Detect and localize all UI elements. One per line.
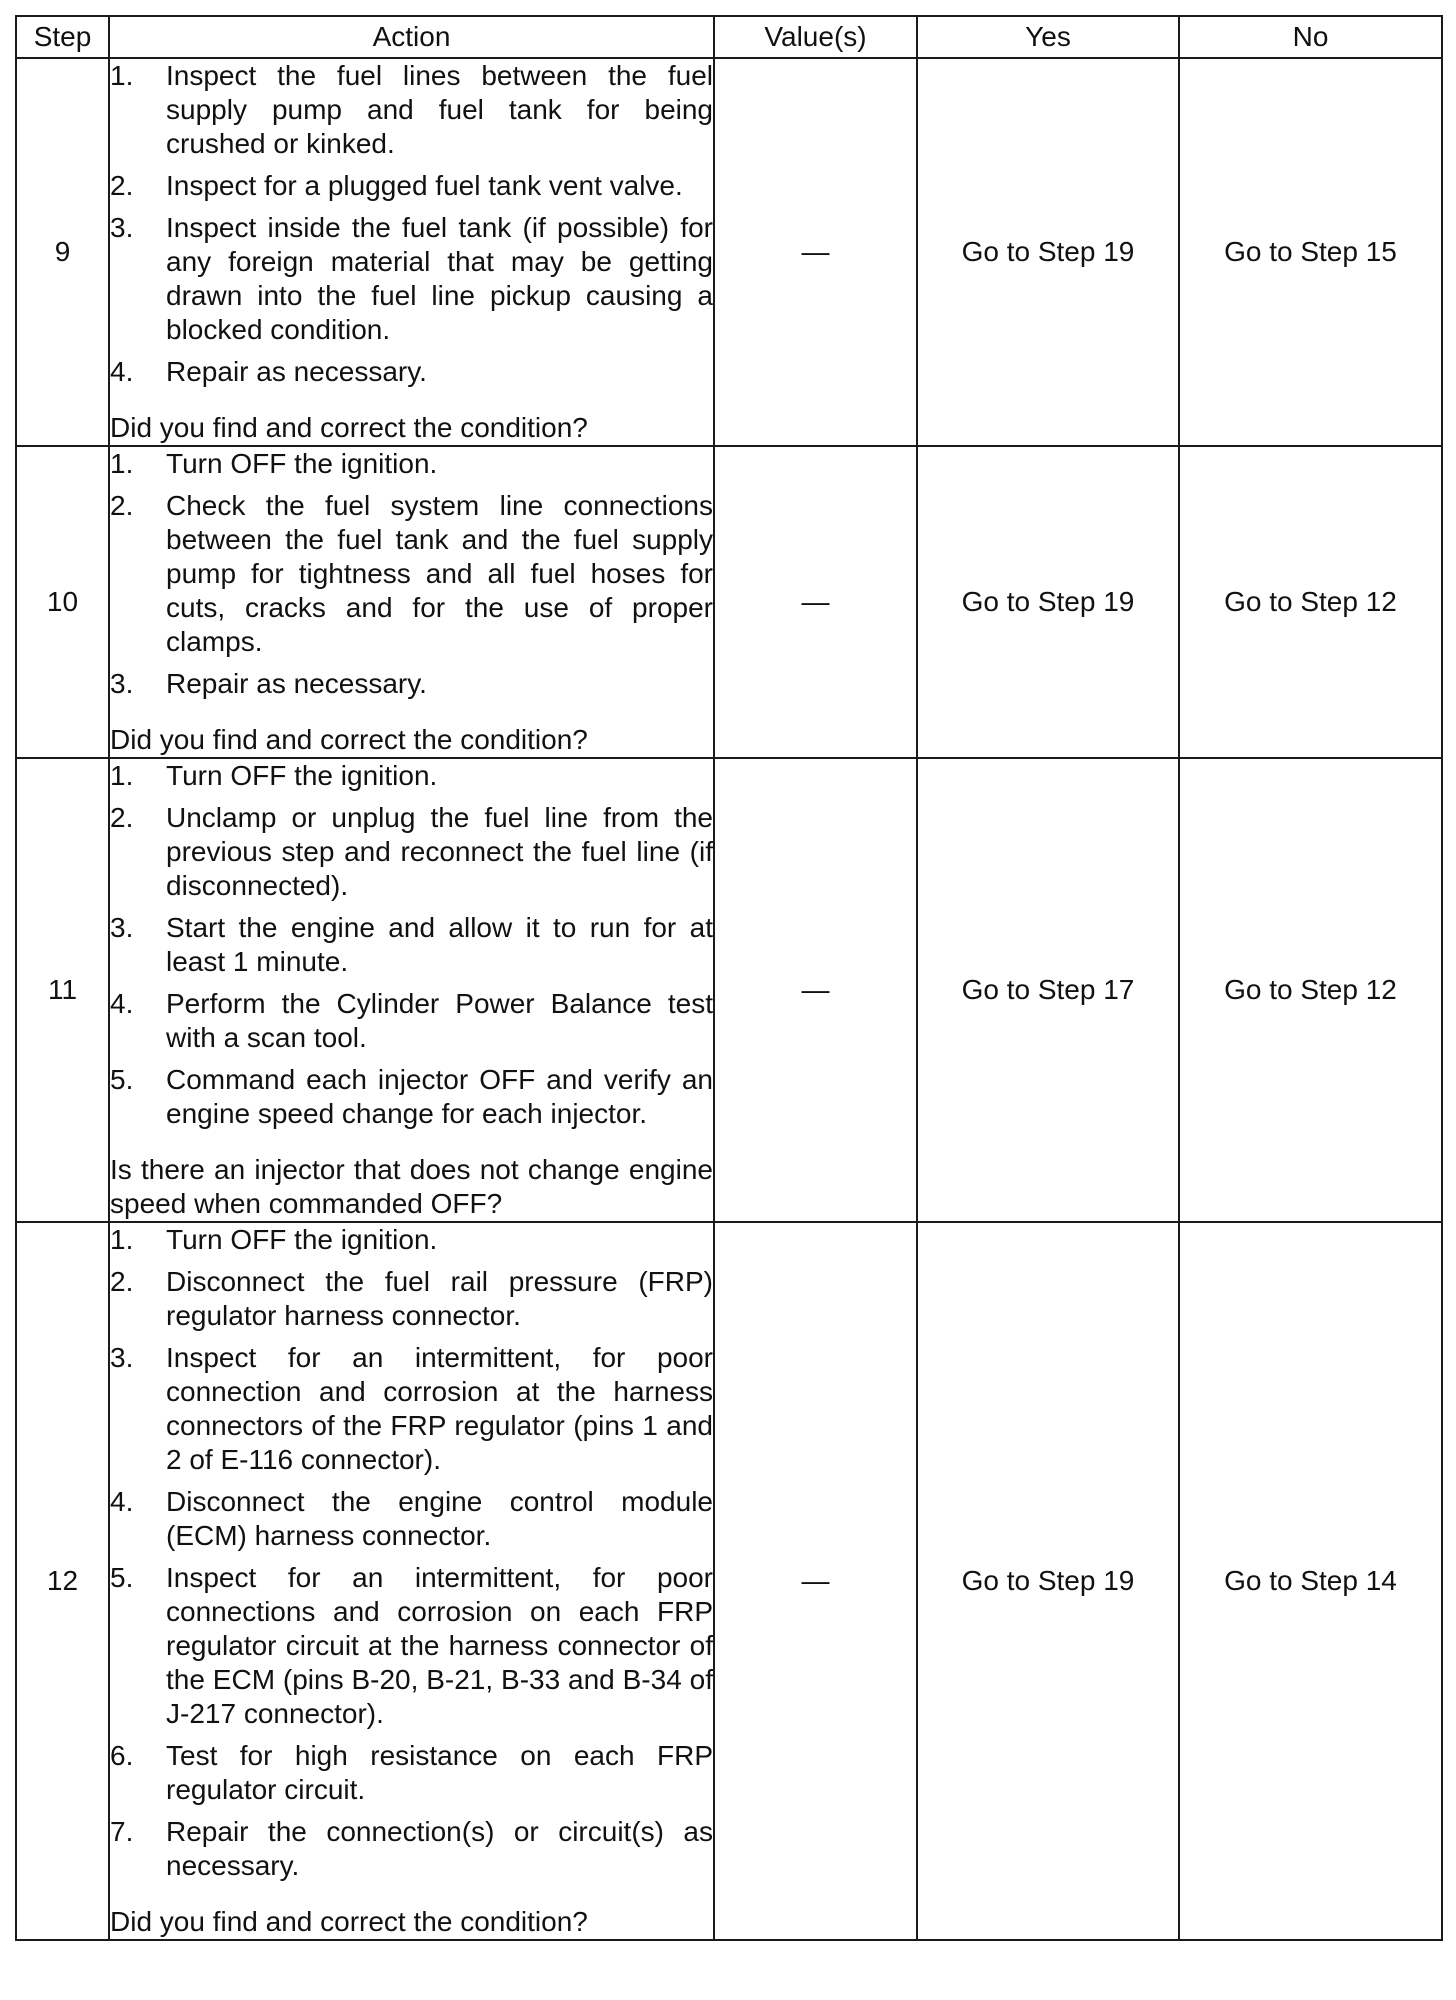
diagnostic-procedure-table [15,15,1443,1941]
item-text: Turn OFF the ignition. [166,760,438,791]
item-number: 2. [110,170,134,201]
step-number: 12 [16,1222,109,1940]
item-number: 7. [110,1816,134,1847]
no-link: Go to Step 12 [1179,758,1442,1222]
item-text: Check the fuel system line connections between the fuel tank and the fuel supply pump for tightness and all fuel hoses for cuts, cracks and for the use of proper clamps. [166,490,713,657]
question-text: Did you find and correct the condition? [110,1906,588,1937]
list-item [110,211,713,347]
item-text: Inspect for an intermittent, for poor connection and corrosion at the harness connectors of the FRP regulator (pins 1 and 2 of E-116 connector). [166,1342,713,1475]
action-cell [109,446,714,758]
item-number: 1. [110,60,134,91]
item-number: 1. [110,1224,134,1255]
header-row [16,16,1442,58]
item-number: 2. [110,802,134,833]
item-number: 3. [110,1342,134,1373]
item-text: Repair the connection(s) or circuit(s) as necessary. [166,1816,713,1881]
item-text: Repair as necessary. [166,668,427,699]
header-yes: Yes [917,16,1179,58]
action-cell [109,58,714,446]
no-link: Go to Step 14 [1179,1222,1442,1940]
item-text: Repair as necessary. [166,356,427,387]
table-row [16,58,1442,446]
list-item [110,911,713,979]
step-number: 10 [16,446,109,758]
item-number: 2. [110,1266,134,1297]
item-text: Start the engine and allow it to run for at least 1 minute. [166,912,713,977]
item-number: 3. [110,668,134,699]
item-number: 5. [110,1064,134,1095]
list-item [110,1063,713,1131]
item-text: Turn OFF the ignition. [166,448,438,479]
value-cell: — [714,58,917,446]
item-number: 6. [110,1740,134,1771]
yes-link: Go to Step 19 [917,1222,1179,1940]
list-item [110,489,713,659]
table-row [16,1222,1442,1940]
action-cell [109,758,714,1222]
item-number: 4. [110,356,134,387]
list-item [110,355,713,389]
item-text: Unclamp or unplug the fuel line from the previous step and reconnect the fuel line (if disconnected). [166,802,713,901]
list-item [110,1815,713,1883]
question-text: Did you find and correct the condition? [110,724,588,755]
item-text: Inspect the fuel lines between the fuel supply pump and fuel tank for being crushed or kinked. [166,60,713,159]
list-item [110,801,713,903]
list-item [110,987,713,1055]
action-list [110,1223,713,1883]
item-number: 3. [110,912,134,943]
item-text: Inspect for an intermittent, for poor connections and corrosion on each FRP regulator circuit at the harness connector of the ECM (pins B-20, B-21, B-33 and B-34 of J-217 connector). [166,1562,713,1729]
item-text: Command each injector OFF and verify an engine speed change for each injector. [166,1064,713,1129]
action-list [110,59,713,389]
step-number: 9 [16,58,109,446]
no-link: Go to Step 15 [1179,58,1442,446]
header-values: Value(s) [714,16,917,58]
value-cell: — [714,446,917,758]
header-step: Step [16,16,109,58]
item-number: 1. [110,448,134,479]
list-item [110,59,713,161]
item-number: 4. [110,988,134,1019]
action-list [110,759,713,1131]
table-row [16,446,1442,758]
no-link: Go to Step 12 [1179,446,1442,758]
action-list [110,447,713,701]
value-cell: — [714,758,917,1222]
list-item [110,1485,713,1553]
item-text: Turn OFF the ignition. [166,1224,438,1255]
list-item [110,1265,713,1333]
item-number: 1. [110,760,134,791]
step-number: 11 [16,758,109,1222]
list-item [110,759,713,793]
list-item [110,1561,713,1731]
item-text: Disconnect the engine control module (ECM) harness connector. [166,1486,713,1551]
table-row [16,758,1442,1222]
yes-link: Go to Step 19 [917,58,1179,446]
yes-link: Go to Step 19 [917,446,1179,758]
header-no: No [1179,16,1442,58]
list-item [110,169,713,203]
list-item [110,1739,713,1807]
list-item [110,667,713,701]
item-number: 4. [110,1486,134,1517]
item-number: 5. [110,1562,134,1593]
list-item [110,447,713,481]
item-text: Test for high resistance on each FRP regulator circuit. [166,1740,713,1805]
item-text: Inspect for a plugged fuel tank vent valve. [166,170,683,201]
value-cell: — [714,1222,917,1940]
item-number: 2. [110,490,134,521]
item-text: Disconnect the fuel rail pressure (FRP) regulator harness connector. [166,1266,713,1331]
item-number: 3. [110,212,134,243]
yes-link: Go to Step 17 [917,758,1179,1222]
item-text: Inspect inside the fuel tank (if possible) for any foreign material that may be getting drawn into the fuel line pickup causing a blocked condition. [166,212,713,345]
list-item [110,1223,713,1257]
item-text: Perform the Cylinder Power Balance test with a scan tool. [166,988,713,1053]
question-text: Did you find and correct the condition? [110,412,588,443]
question-text: Is there an injector that does not change engine speed when commanded OFF? [110,1154,713,1219]
action-cell [109,1222,714,1940]
header-action: Action [109,16,714,58]
list-item [110,1341,713,1477]
